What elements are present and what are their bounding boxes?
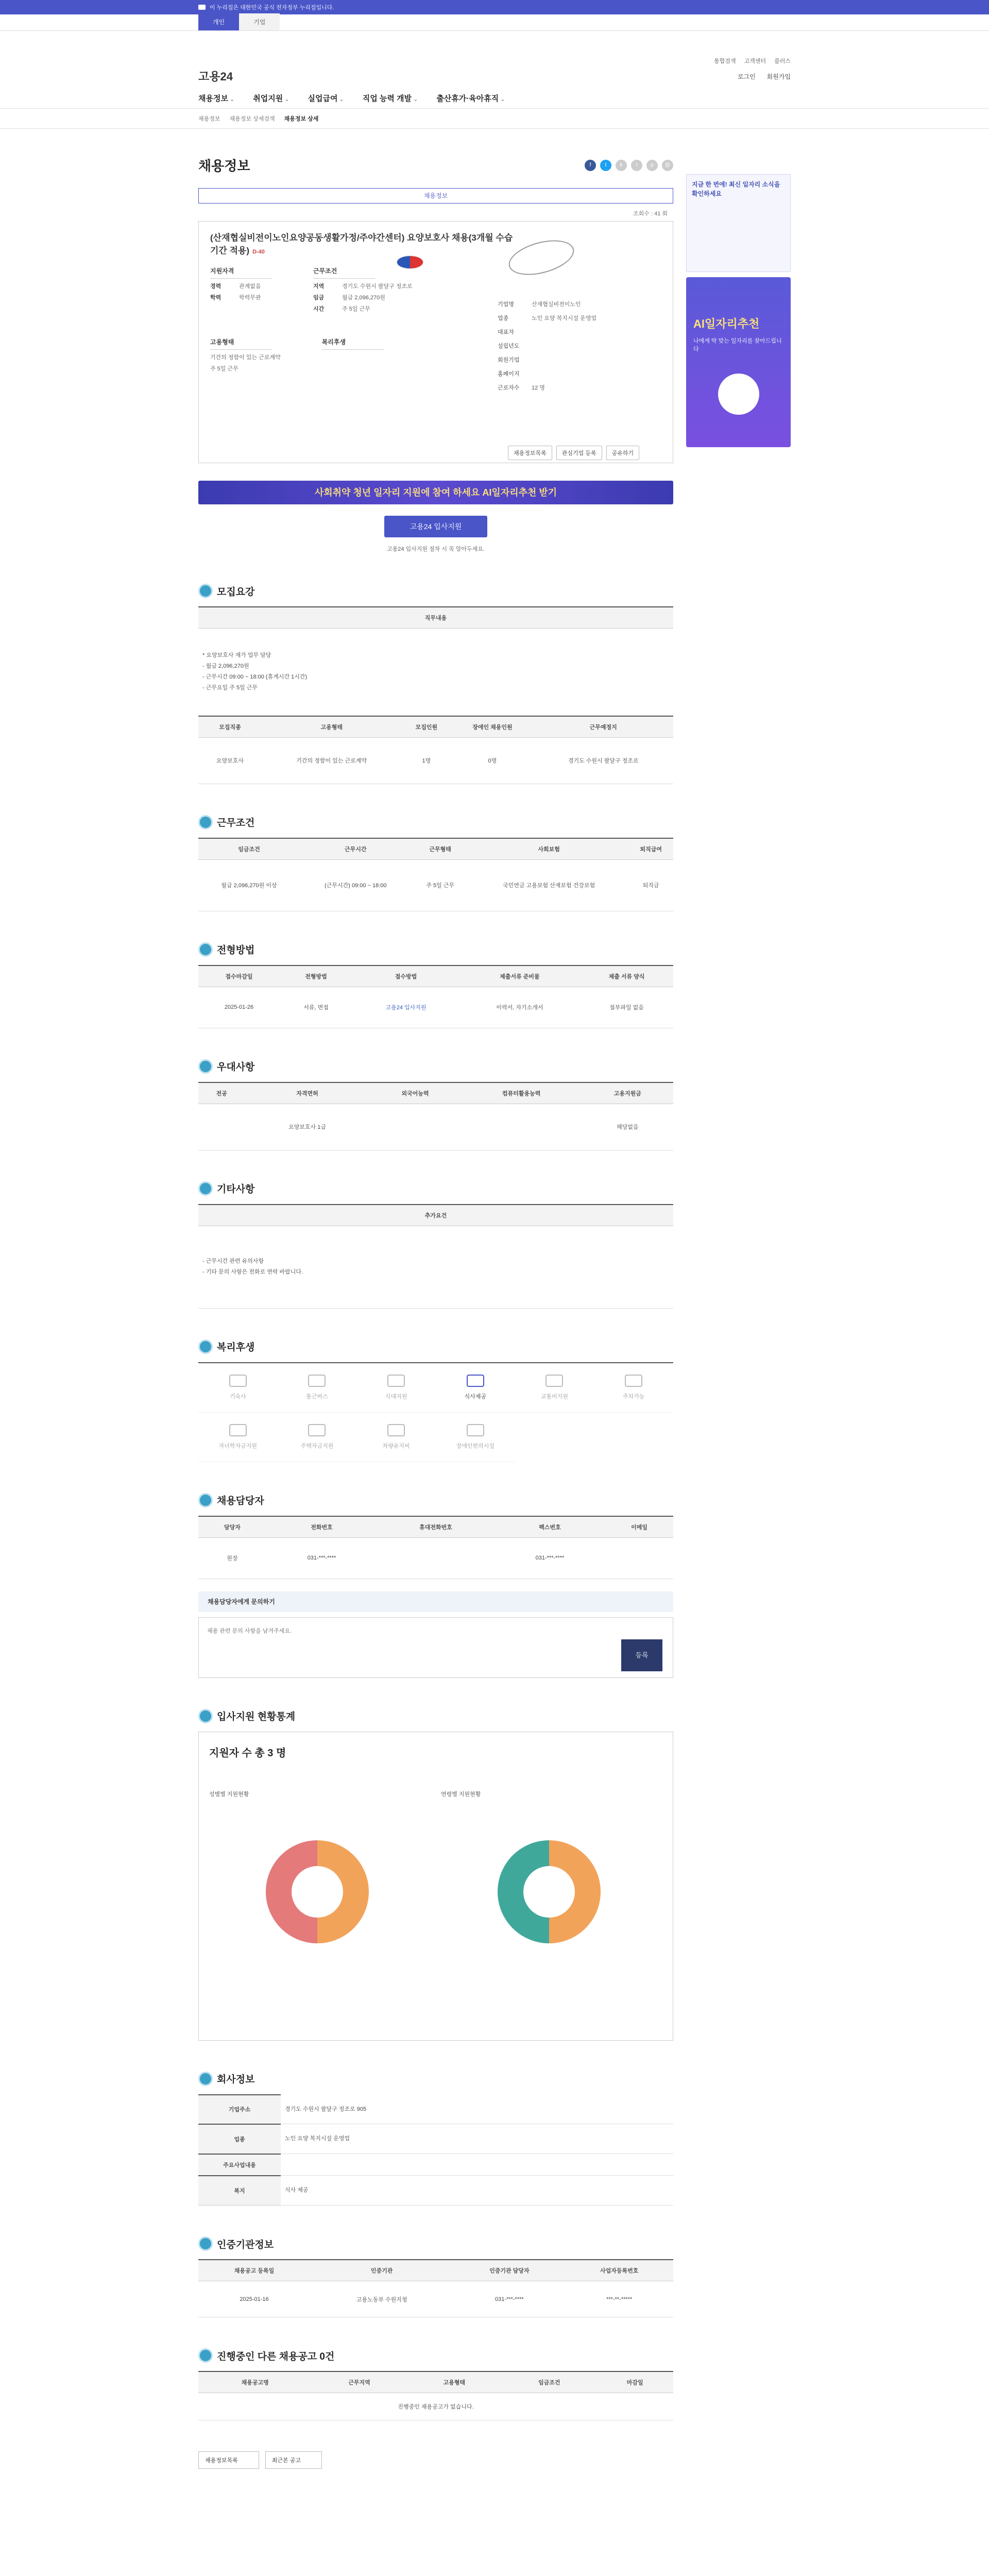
dday-badge: D-40 — [252, 248, 265, 255]
interest-company-button[interactable]: 관심기업 등록 — [556, 446, 602, 460]
other-heading: 기타사항 — [217, 1184, 255, 1195]
benefit-item — [278, 1413, 357, 1462]
benefit-icon — [467, 1424, 484, 1436]
col-header: 담당자 — [198, 1516, 266, 1538]
cell: 1명 — [401, 737, 451, 784]
row-header: 기업주소 — [198, 2095, 281, 2124]
cell: 0명 — [451, 737, 533, 784]
section-heading — [198, 1709, 673, 1723]
row-header: 주요사업내용 — [198, 2154, 281, 2176]
site-header — [0, 31, 989, 108]
cond-row — [313, 282, 413, 290]
crumb-current: 채용정보 상세 — [284, 116, 319, 122]
company-val: 산재협실비전이노인 — [532, 301, 581, 308]
age-chart-title: 연령별 지원현황 — [441, 1791, 481, 1798]
section-icon — [198, 942, 213, 957]
benefit-item — [436, 1413, 515, 1462]
cond-key: 임금 — [313, 295, 325, 301]
complain-title: 채용담당자에게 문의하기 — [198, 1591, 673, 1612]
section-icon — [198, 2072, 213, 2086]
cell: (근무시간) 09:00 ~ 18:00 — [300, 859, 412, 911]
section-heading — [198, 2236, 673, 2251]
recruit-body — [198, 629, 673, 716]
col-header: 인증기관 — [310, 2260, 453, 2281]
share-button[interactable]: 공유하기 — [606, 446, 640, 460]
cell: 요양보호사 — [198, 737, 262, 784]
col-header: 전화번호 — [266, 1516, 377, 1538]
nav-training[interactable]: 직업 능력 개발 ⌄ — [363, 93, 418, 104]
cell: 노인 요양 복지시설 운영업 — [281, 2124, 673, 2154]
print-icon[interactable]: p — [646, 160, 658, 171]
cond-col — [313, 257, 413, 313]
benefit-heading: 복리후생 — [217, 1342, 255, 1353]
signup-link[interactable]: 회원가입 — [766, 73, 791, 80]
main-nav — [198, 93, 505, 104]
company-key: 회원기업 — [498, 357, 520, 363]
col-header: 외국어능력 — [369, 1082, 461, 1104]
cell: 2025-01-26 — [198, 987, 280, 1028]
recruit-th: 직무내용 — [198, 607, 673, 629]
col-header: 추가요건 — [198, 1205, 673, 1226]
view-count: 조회수 : 41 회 — [633, 211, 668, 217]
benefit-label: 주차가능 — [622, 1394, 645, 1400]
logo-text: 고용24 — [198, 70, 233, 83]
recruit-line: - 근무요일 주 5일 근무 — [202, 685, 258, 691]
company-val: 노인 요양 복지시설 운영업 — [532, 315, 597, 321]
section-icon — [198, 584, 213, 598]
col-header: 근무형태 — [412, 838, 469, 860]
member-links — [738, 72, 791, 81]
req-key: 학력 — [210, 295, 221, 301]
benefit-icon — [387, 1424, 405, 1436]
cell: 경기도 수원시 팔달구 정조로 — [533, 737, 673, 784]
other-line: - 근무시간 관련 유의사항 — [202, 1258, 264, 1265]
col-header: 사회보험 — [469, 838, 629, 860]
company-heading: 회사정보 — [217, 2074, 255, 2085]
col-header: 고용형태 — [262, 716, 402, 738]
employ-val: 기간의 정함이 있는 근로계약 — [210, 354, 281, 361]
cell: 식사 제공 — [281, 2176, 673, 2206]
company-row — [498, 300, 662, 308]
card-buttons — [508, 446, 639, 460]
process-table — [198, 965, 673, 1028]
company-key: 근로자수 — [498, 385, 520, 391]
company-table — [198, 2094, 673, 2206]
company-info — [498, 300, 662, 397]
benefit-item — [594, 1363, 673, 1413]
benefit-label: 차량유지비 — [382, 1443, 410, 1449]
util-help-link[interactable]: 고객센터 — [744, 58, 766, 64]
cell: 원장 — [198, 1537, 266, 1579]
col-header: 고용형태 — [407, 2371, 502, 2393]
benefit-icon — [229, 1424, 247, 1436]
section-icon — [198, 1181, 213, 1196]
cell — [605, 1537, 673, 1579]
cond-key: 지역 — [313, 283, 325, 290]
page-title: 채용정보 — [198, 158, 250, 174]
col-header: 근무시간 — [300, 838, 412, 860]
employ-row — [210, 353, 281, 361]
cell: 고용노동부 수원지청 — [310, 2281, 453, 2317]
col-header: 제출 서류 양식 — [580, 965, 673, 987]
col-header: 근무지역 — [312, 2371, 406, 2393]
cond-row — [313, 293, 413, 301]
complain-submit-button[interactable]: 등록 — [621, 1639, 662, 1671]
other-line: - 기타 문의 사항은 전화로 연락 바랍니다. — [202, 1269, 303, 1275]
cell: 031-***-**** — [453, 2281, 565, 2317]
col-header: 접수방법 — [352, 965, 459, 987]
req-col — [210, 257, 272, 313]
cell — [369, 1104, 461, 1150]
section-heading — [198, 1059, 673, 1074]
col-header: 전형방법 — [280, 965, 352, 987]
section-heading — [198, 1340, 673, 1354]
stat-total: 지원자 수 총 3 명 — [209, 1747, 286, 1759]
recruit-table — [198, 606, 673, 784]
ad-subtitle: 나에게 딱 맞는 일자리를 찾아드립니다 — [693, 338, 782, 352]
col-header: 장애인 채용인원 — [451, 716, 533, 738]
col-header: 모집직종 — [198, 716, 262, 738]
section-heading — [198, 2072, 673, 2086]
benefit-label: 식대지원 — [385, 1394, 407, 1400]
side-ad-notice[interactable]: 지금 한 번에! 최신 일자리 소식을 확인하세요 — [686, 174, 791, 272]
col-header: 임금조건 — [198, 838, 300, 860]
util-links — [714, 57, 791, 65]
user-type-tabs — [0, 14, 989, 31]
nav-support[interactable]: 취업지원 ⌄ — [253, 93, 289, 104]
cell: 기간의 정함이 있는 근로계약 — [262, 737, 402, 784]
crumb-2[interactable]: 채용정보 상세검색 — [229, 116, 275, 122]
welfare-col — [322, 328, 384, 372]
col-header: 모집인원 — [401, 716, 451, 738]
complain-text[interactable]: 채용 관련 문의 사항을 남겨주세요. — [207, 1628, 292, 1634]
col-header: 전공 — [198, 1082, 245, 1104]
extra-heading: 우대사항 — [217, 1062, 255, 1073]
col-header: 마감일 — [597, 2371, 674, 2393]
cell: 요양보호사 1급 — [245, 1104, 370, 1150]
cell: 031-***-**** — [494, 1537, 605, 1579]
flag-icon — [198, 5, 206, 10]
cert-heading: 인증기관정보 — [217, 2239, 274, 2250]
cond-val: 주 5일 근무 — [342, 306, 370, 313]
benefit-label: 자녀학자금지원 — [218, 1443, 258, 1449]
job-list-select[interactable]: 채용정보목록 — [198, 2451, 259, 2469]
cell: 해당없음 — [582, 1104, 673, 1150]
benefit-item — [356, 1363, 436, 1413]
gov-banner-text: 이 누리집은 대한민국 공식 전자정부 누리집입니다. — [210, 5, 334, 11]
side-ad-ai[interactable] — [686, 277, 791, 447]
crumb-1[interactable]: 채용정보 — [198, 116, 220, 122]
job-summary-card — [198, 211, 673, 463]
col-header: 자격면허 — [245, 1082, 370, 1104]
employ-row — [210, 364, 281, 372]
row-header: 업종 — [198, 2124, 281, 2154]
recruit-line: * 요양보호사 재가 업무 담당 — [202, 652, 271, 659]
cell: 첨부파일 없음 — [580, 987, 673, 1028]
company-row — [498, 383, 662, 392]
gov-banner — [0, 0, 989, 14]
section-heading — [198, 815, 673, 829]
benefit-label: 기숙사 — [229, 1394, 246, 1400]
cell: 국민연금 고용보험 산재보험 건강보험 — [469, 859, 629, 911]
employ-val: 주 5일 근무 — [210, 366, 238, 372]
company-val: 12 명 — [532, 385, 545, 391]
cell: 2025-01-16 — [198, 2281, 310, 2317]
company-key: 기업명 — [498, 301, 514, 308]
col-header: 임금조건 — [502, 2371, 596, 2393]
req-row — [210, 293, 272, 301]
req-row — [210, 282, 272, 290]
cell: 월급 2,096,270원 이상 — [198, 859, 300, 911]
gender-donut — [266, 1840, 369, 1943]
benefit-icon — [545, 1375, 563, 1387]
benefit-label: 통근버스 — [306, 1394, 328, 1400]
ad-title: AI일자리추천 — [693, 317, 760, 330]
cond-row — [313, 304, 413, 313]
robot-icon — [718, 374, 759, 415]
email-icon[interactable]: @ — [662, 160, 673, 171]
age-donut — [498, 1840, 601, 1943]
benefit-icon — [308, 1375, 326, 1387]
empty-message: 진행중인 채용공고가 없습니다. — [198, 2393, 673, 2420]
section-icon — [198, 815, 213, 829]
benefit-icon — [308, 1424, 326, 1436]
benefit-item — [356, 1413, 436, 1462]
benefit-icon — [625, 1375, 642, 1387]
cell: ***-**-***** — [565, 2281, 673, 2317]
contact-heading: 채용담당자 — [217, 1496, 264, 1506]
req-val: 학력무관 — [239, 295, 261, 301]
contact-table — [198, 1516, 673, 1579]
search-tab[interactable]: 채용정보 — [198, 188, 673, 204]
section-icon — [198, 2348, 213, 2363]
section-icon — [198, 1059, 213, 1074]
facebook-icon[interactable]: f — [585, 160, 596, 171]
work-heading: 근무조건 — [217, 818, 255, 828]
col-header: 퇴직급여 — [628, 838, 673, 860]
col-header: 컴퓨터활용능력 — [461, 1082, 582, 1104]
col-header: 휴대전화번호 — [377, 1516, 494, 1538]
cell — [198, 1104, 245, 1150]
col-header: 근무예정지 — [533, 716, 673, 738]
share-icons — [585, 160, 673, 171]
benefit-icon — [467, 1375, 484, 1387]
row-header: 복지 — [198, 2176, 281, 2206]
col-header: 사업자등록번호 — [565, 2260, 673, 2281]
apply-button[interactable]: 고용24 입사지원 — [384, 516, 487, 537]
recruit-heading: 모집요강 — [217, 586, 255, 598]
gender-chart-title: 성별별 지원현황 — [209, 1791, 249, 1798]
recent-select[interactable]: 최근본 공고 — [265, 2451, 322, 2469]
benefit-label: 장애인편의시설 — [456, 1443, 495, 1449]
util-plus-link[interactable]: 플러스 — [774, 58, 791, 64]
cond-key: 시간 — [313, 306, 325, 313]
process-heading: 전형방법 — [217, 945, 255, 956]
benefit-grid — [198, 1362, 673, 1462]
section-heading — [198, 1493, 673, 1507]
col-header: 제출서류 준비물 — [459, 965, 580, 987]
cell: 031-***-**** — [266, 1537, 377, 1579]
extra-table — [198, 1082, 673, 1150]
benefit-item — [198, 1363, 278, 1413]
employ-heading: 고용형태 — [210, 337, 272, 350]
company-row — [498, 314, 662, 322]
benefit-label: 식사제공 — [464, 1394, 487, 1400]
company-row — [498, 328, 662, 336]
company-row — [498, 369, 662, 378]
other-table — [198, 1204, 673, 1309]
section-heading — [198, 1181, 673, 1196]
recruit-line: - 근무시간 09:00 ~ 18:00 (휴게시간 1시간) — [202, 674, 308, 681]
section-icon — [198, 2236, 213, 2251]
stat-box — [198, 1732, 673, 2041]
site-logo[interactable] — [198, 68, 233, 84]
benefit-item — [515, 1363, 594, 1413]
stat-heading: 입사지원 현황통계 — [217, 1711, 296, 1722]
employ-col — [210, 328, 281, 372]
link-icon[interactable]: l — [631, 160, 642, 171]
bottom-selects — [198, 2451, 673, 2469]
cert-table — [198, 2259, 673, 2317]
section-heading — [198, 2348, 673, 2363]
ai-banner[interactable]: 사회취약 청년 일자리 지원에 참여 하세요 AI일자리추천 받기 — [198, 481, 673, 504]
similar-table — [198, 2371, 673, 2420]
col-header: 고용지원금 — [582, 1082, 673, 1104]
section-heading — [198, 584, 673, 598]
cell: 이력서, 자기소개서 — [459, 987, 580, 1028]
cell: 주 5일 근무 — [412, 859, 469, 911]
work-table — [198, 838, 673, 911]
benefit-label: 교통비지원 — [540, 1394, 569, 1400]
cell: 퇴직금 — [628, 859, 673, 911]
req-heading: 지원자격 — [210, 266, 272, 279]
col-header: 팩스번호 — [494, 1516, 605, 1538]
cell: 경기도 수원시 팔달구 정조로 905 — [281, 2095, 673, 2124]
apply-note: 고용24 입사지원 절차 시 꼭 알아두세요. — [387, 546, 485, 552]
recruit-line: - 월급 2,096,270원 — [202, 663, 249, 670]
other-body — [198, 1226, 673, 1308]
benefit-label: 주택자금지원 — [300, 1443, 334, 1449]
twitter-icon[interactable]: t — [600, 160, 611, 171]
job-title — [210, 232, 514, 257]
util-search-link[interactable]: 통합검색 — [714, 58, 736, 64]
col-header: 인증기관 담당자 — [453, 2260, 565, 2281]
tab-personal[interactable]: 개인 — [198, 13, 239, 30]
job-title-text: (산재협실비전이노인요양공동생활가정/주야간센터) 요양보호사 채용(3개월 수습기간 적용) — [210, 233, 513, 256]
col-header: 채용공고명 — [198, 2371, 312, 2393]
login-link[interactable]: 로그인 — [737, 73, 756, 80]
cell — [281, 2154, 673, 2176]
breadcrumb — [0, 108, 989, 129]
nav-leave[interactable]: 출산휴가·육아휴직 ⌄ — [436, 93, 505, 104]
complain-box — [198, 1617, 673, 1678]
cond-val: 월급 2,096,270원 — [342, 295, 385, 301]
benefit-icon — [229, 1375, 247, 1387]
similar-heading: 진행중인 다른 채용공고 0건 — [217, 2351, 335, 2362]
col-header: 채용공고 등록일 — [198, 2260, 310, 2281]
kakao-icon[interactable]: k — [616, 160, 627, 171]
section-heading — [198, 942, 673, 957]
cond-val: 경기도 수원시 팔달구 정조로 — [342, 283, 413, 290]
col-header: 이메일 — [605, 1516, 673, 1538]
req-key: 경력 — [210, 283, 221, 290]
section-icon — [198, 1493, 213, 1507]
company-key: 업종 — [498, 315, 509, 321]
cond-heading: 근무조건 — [313, 266, 375, 279]
company-row — [498, 342, 662, 350]
cell: 서류, 면접 — [280, 987, 352, 1028]
benefit-item — [198, 1413, 278, 1462]
tab-business[interactable]: 기업 — [239, 13, 280, 30]
section-icon — [198, 1340, 213, 1354]
cell[interactable]: 고용24 입사지원 — [352, 987, 459, 1028]
nav-benefit[interactable]: 실업급여 ⌄ — [308, 93, 344, 104]
welfare-heading: 복리후생 — [322, 337, 384, 350]
benefit-icon — [387, 1375, 405, 1387]
nav-jobs[interactable]: 채용정보 ⌄ — [198, 93, 234, 104]
company-key: 대표자 — [498, 329, 514, 335]
cell — [461, 1104, 582, 1150]
cell — [377, 1537, 494, 1579]
company-key: 홈페이지 — [498, 371, 520, 377]
benefit-item — [278, 1363, 357, 1413]
company-row — [498, 355, 662, 364]
col-header: 접수마감일 — [198, 965, 280, 987]
main-content — [198, 129, 673, 2469]
job-list-button[interactable]: 채용정보목록 — [508, 446, 552, 460]
benefit-item — [436, 1363, 515, 1413]
section-icon — [198, 1709, 213, 1723]
company-key: 설립년도 — [498, 343, 520, 349]
req-val: 관계없음 — [239, 283, 261, 290]
